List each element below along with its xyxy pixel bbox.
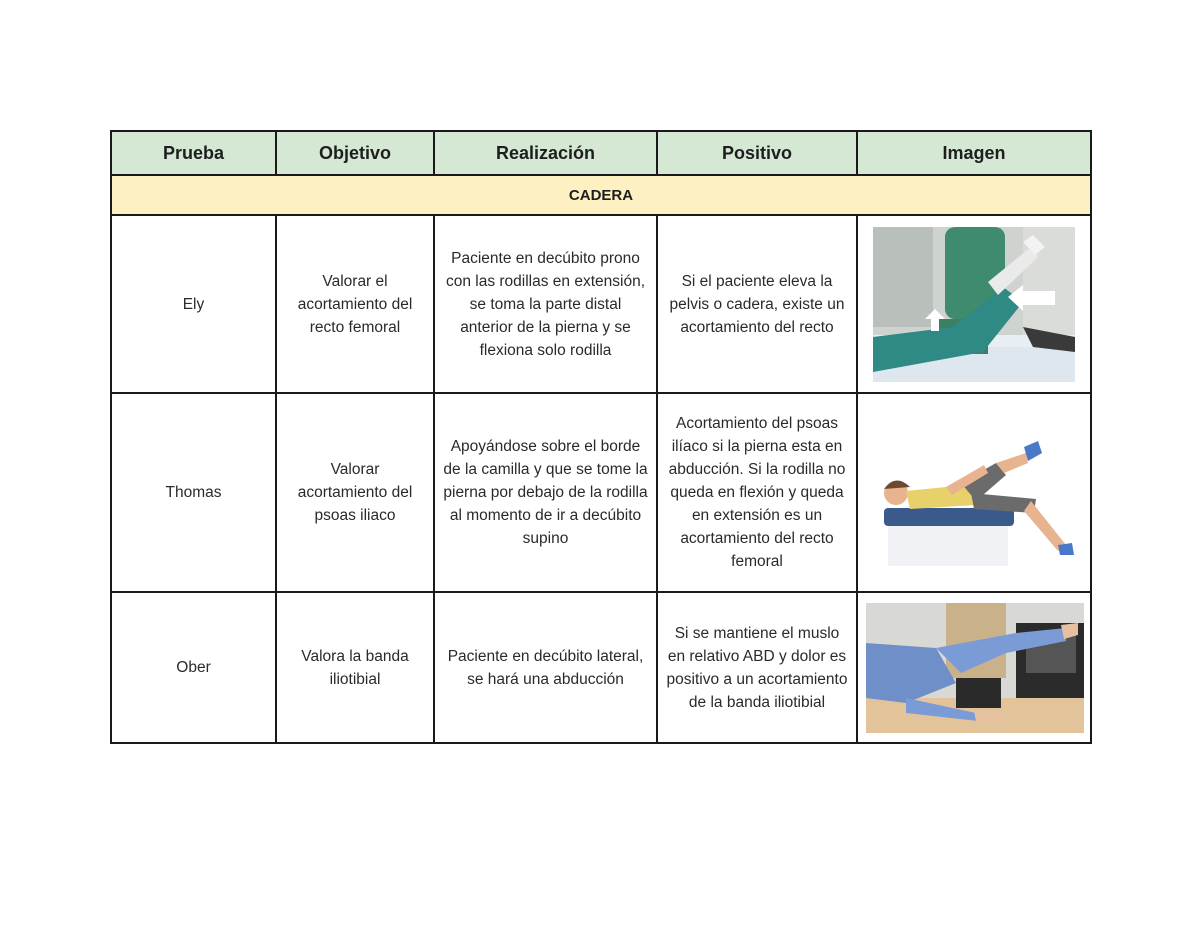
cell-imagen bbox=[857, 592, 1091, 743]
table-row bbox=[111, 393, 1091, 592]
cell-objetivo: Valorar el acortamiento del recto femoral bbox=[276, 215, 434, 393]
table-row bbox=[111, 592, 1091, 743]
cell-positivo: Si el paciente eleva la pelvis o cadera, existe un acortamiento del recto bbox=[657, 215, 857, 393]
thomas-test-illustration-icon bbox=[866, 413, 1086, 573]
cell-positivo: Acortamiento del psoas ilíaco si la pierna esta en abducción. Si la rodilla no queda en flexión y queda en extensión es un acortamiento del recto femoral bbox=[657, 393, 857, 592]
header-imagen: Imagen bbox=[857, 131, 1091, 175]
tests-table bbox=[110, 130, 1092, 744]
cell-positivo: Si se mantiene el muslo en relativo ABD y dolor es positivo a un acortamiento de la banda iliotibial bbox=[657, 592, 857, 743]
cell-realizacion: Apoyándose sobre el borde de la camilla y que se tome la pierna por debajo de la rodilla al momento de ir a decúbito supino bbox=[434, 393, 657, 592]
cell-prueba: Ober bbox=[111, 592, 276, 743]
cell-prueba: Ely bbox=[111, 215, 276, 393]
header-objetivo: Objetivo bbox=[276, 131, 434, 175]
header-realizacion: Realización bbox=[434, 131, 657, 175]
table-header-row bbox=[111, 131, 1091, 175]
section-title: CADERA bbox=[111, 175, 1091, 215]
table-row bbox=[111, 215, 1091, 393]
header-positivo: Positivo bbox=[657, 131, 857, 175]
ober-test-photo-icon bbox=[866, 603, 1084, 733]
section-row bbox=[111, 175, 1091, 215]
cell-imagen bbox=[857, 215, 1091, 393]
ely-test-photo-icon bbox=[873, 227, 1075, 382]
cell-realizacion: Paciente en decúbito lateral, se hará una abducción bbox=[434, 592, 657, 743]
cell-prueba: Thomas bbox=[111, 393, 276, 592]
header-prueba: Prueba bbox=[111, 131, 276, 175]
cell-imagen bbox=[857, 393, 1091, 592]
cell-realizacion: Paciente en decúbito prono con las rodillas en extensión, se toma la parte distal anterior de la pierna y se flexiona solo rodilla bbox=[434, 215, 657, 393]
cell-objetivo: Valorar acortamiento del psoas iliaco bbox=[276, 393, 434, 592]
cell-objetivo: Valora la banda iliotibial bbox=[276, 592, 434, 743]
